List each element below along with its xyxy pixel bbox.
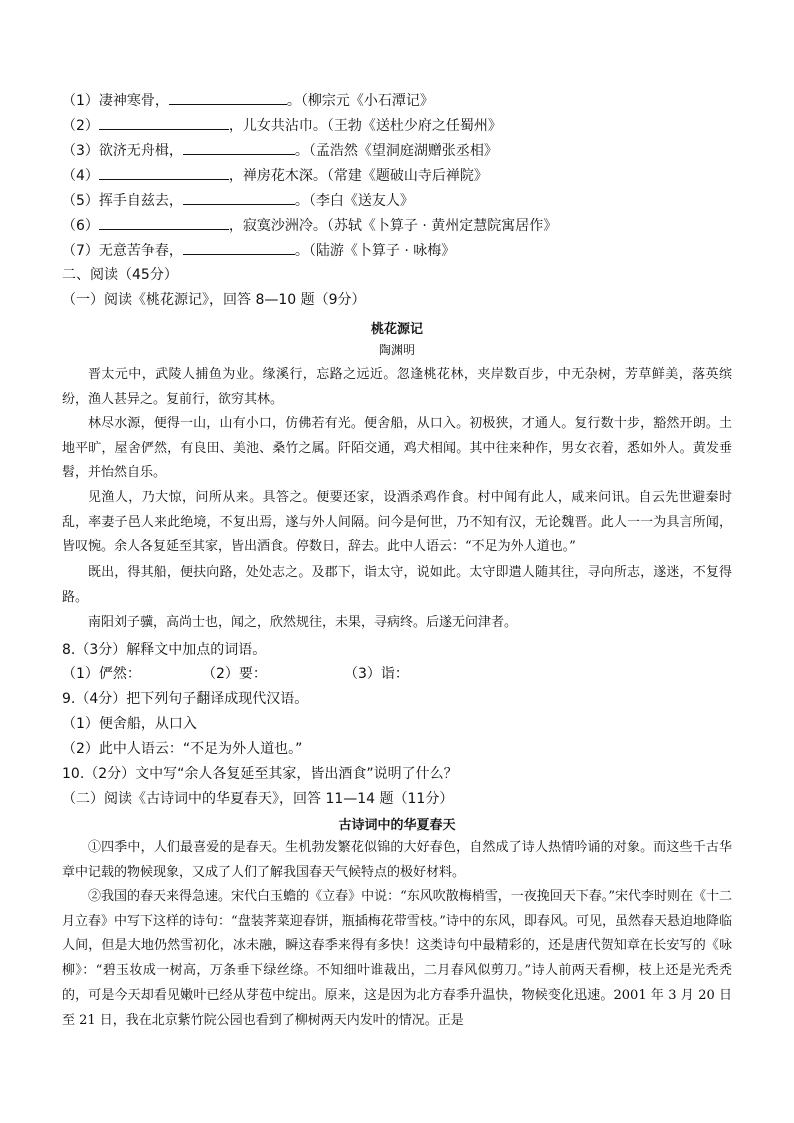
answer-blank[interactable] — [99, 165, 229, 180]
item-text-after: 。 — [294, 243, 309, 259]
fill-item-5 — [62, 190, 414, 211]
item-source: （孟浩然《望洞庭湖赠张丞相》 — [308, 143, 498, 159]
fill-item-2 — [62, 115, 502, 136]
question-8-options — [62, 664, 409, 684]
fill-item-1 — [62, 90, 434, 111]
item-text-after: 。 — [294, 143, 309, 159]
item-text-after: ，儿女共沾巾。 — [228, 118, 327, 134]
fill-item-6 — [62, 215, 557, 236]
item-source: （王勃《送杜少府之任蜀州》 — [326, 118, 502, 134]
article2-paragraph-2: ②我国的春天来得急速。宋代白玉蟾的《立春》中说：“东风吹散梅梢雪，一夜挽回天下春。”宋代李时则在《十二月立春》中写下这样的诗句：“盘装荠菜迎春饼，瓶插梅花带雪枝。”诗中的东风，即春风。可见，虽然春天悬迫地降临人间，但是大地仍然雪初化，冰未融，瞬这春季来得有多快！这类诗句中最精彩的，还是唐代贺知章在长安写的《咏柳》：“碧玉妆成一树高，万条垂下绿丝绦。不知细叶谁裁出，二月春风似剪刀。”诗人前两天看柳，枝上还是光秃秃的，可是今天却看见嫩叶已经从芽苞中绽出。原来，这是因为北方春季升温快，物候变化迅速。2001 年 3 月 20 日至 21 日，我在北京紫竹院公园也看到了柳树两天内发叶的情况。正是 — [62, 889, 732, 1028]
article1-paragraph-5: 南阳刘子骥，高尚士也，闻之，欣然规往，未果，寻病终。后遂无问津者。 — [88, 615, 518, 630]
item-number: （2） — [62, 118, 99, 134]
item-text-after: ，禅房花木深。 — [228, 168, 327, 184]
answer-blank[interactable] — [99, 215, 229, 230]
item-text-before: 挥手自兹去， — [98, 193, 183, 209]
item-number: （7） — [62, 243, 99, 259]
item-number: （6） — [62, 218, 99, 234]
item-source: （苏轼《卜算子 · 黄州定慧院寓居作》 — [326, 218, 558, 234]
question-9-stem: 9.（4分）把下列句子翻译成现代汉语。 — [62, 691, 309, 707]
item-text-after: 。 — [286, 93, 301, 109]
option-3: （3）诣： — [344, 666, 409, 682]
article1-paragraph-2: 林尽水源，便得一山，山有小口，仿佛若有光。便舍船，从口入。初极狭，才通人。复行数十步，豁然开朗。土地平旷，屋舍俨然，有良田、美池、桑竹之属。阡陌交通，鸡犬相闻。其中往来种作，男女衣着，悉如外人。黄发垂髫，并怡然自乐。 — [62, 416, 732, 481]
item-text-after: 。 — [294, 193, 309, 209]
item-number: （4） — [62, 168, 99, 184]
item-number: （5） — [62, 193, 99, 209]
item-text-after: ，寂寞沙洲冷。 — [228, 218, 327, 234]
section-heading: 二、阅读（45分） — [62, 267, 178, 283]
fill-item-3 — [62, 140, 498, 161]
article1-paragraph-3: 见渔人，乃大惊，问所从来。具答之。便要还家，设酒杀鸡作食。村中闻有此人，咸来问讯。自云先世避秦时乱，率妻子邑人来此绝境，不复出焉，遂与外人间隔。问今是何世，乃不知有汉，无论魏晋。此人一一为具言所闻，皆叹惋。余人各复延至其家，皆出酒食。停数日，辞去。此中人语云：“不足为外人道也。” — [62, 490, 732, 555]
fill-item-4 — [62, 165, 488, 186]
question-9-item-1: （1）便舍船，从口入 — [62, 716, 197, 732]
article2-paragraph-1: ①四季中，人们最喜爱的是春天。生机勃发繁花似锦的大好春色，自然成了诗人热情吟诵的对象。而这些千古华章中记载的物候现象，又成了人们了解我国春天气候特点的极好材料。 — [62, 840, 732, 880]
article1-author: 陶渊明 — [378, 343, 415, 357]
article1-paragraph-1: 晋太元中，武陵人捕鱼为业。缘溪行，忘路之远近。忽逢桃花林，夹岸数百步，中无杂树，芳草鲜美，落英缤纷，渔人甚异之。复前行，欲穷其林。 — [62, 367, 732, 407]
answer-blank[interactable] — [99, 115, 229, 130]
option-2: （2）要： — [202, 666, 267, 682]
item-text-before: 无意苦争春， — [98, 243, 183, 259]
item-source: （李白《送友人》 — [308, 193, 414, 209]
answer-blank[interactable] — [183, 190, 295, 205]
article1-title: 桃花源记 — [370, 322, 423, 337]
item-text-before: 欲济无舟楫， — [98, 143, 183, 159]
article1-paragraph-4: 既出，得其船，便扶向路，处处志之。及郡下，诣太守，说如此。太守即遣人随其往，寻向所志，遂迷，不复得路。 — [62, 565, 732, 605]
item-number: （3） — [62, 143, 99, 159]
article2-title: 古诗词中的华夏春天 — [338, 818, 456, 833]
option-1: （1）俨然： — [62, 666, 141, 682]
item-source: （陆游《卜算子 · 咏梅》 — [308, 243, 456, 259]
item-number: （1） — [62, 93, 99, 109]
answer-blank[interactable] — [183, 240, 295, 255]
item-source: （常建《题破山寺后禅院》 — [326, 168, 488, 184]
question-8-stem: 8.（3分）解释文中加点的词语。 — [62, 642, 267, 658]
part1-heading: （一）阅读《桃花源记》，回答 8—10 题（9分） — [62, 292, 366, 308]
fill-item-7 — [62, 240, 455, 261]
item-source: （柳宗元《小石潭记》 — [300, 93, 434, 109]
answer-blank[interactable] — [183, 140, 295, 155]
question-10-stem: 10.（2分）文中写“余人各复延至其家，皆出酒食”说明了什么？ — [62, 766, 458, 782]
answer-blank[interactable] — [169, 90, 287, 105]
part2-heading: （二）阅读《古诗词中的华夏春天》，回答 11—14 题（11分） — [62, 791, 454, 807]
question-9-item-2: （2）此中人语云：“不足为外人道也。” — [62, 741, 303, 757]
item-text-before: 凄神寒骨， — [98, 93, 169, 109]
